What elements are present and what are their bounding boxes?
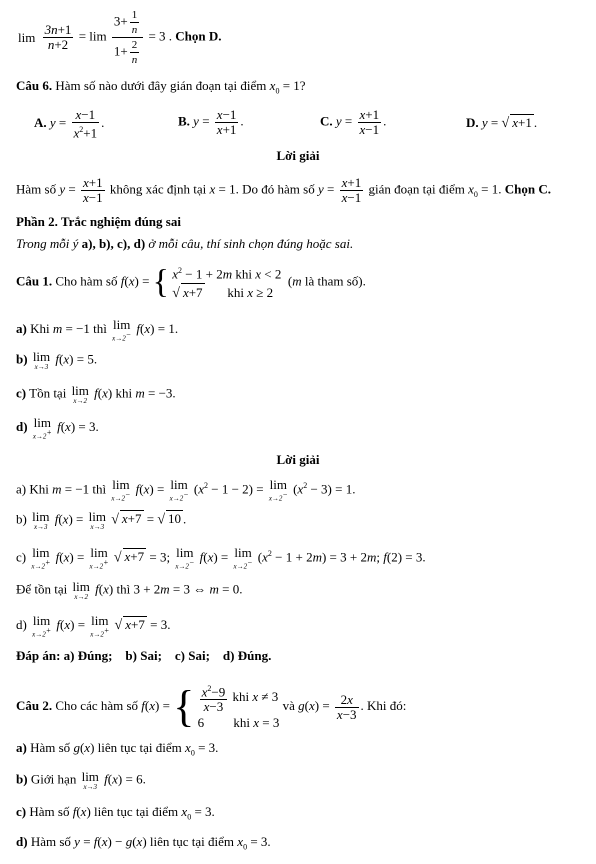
- question-1-b: b) lim x→3 f(x) = 5.: [16, 349, 98, 371]
- solution-heading-2: Lời giải: [276, 452, 320, 467]
- solution-1-c: c) lim x→2+ f(x) = lim x→2+ √ x+7 = 3; lim x→2− f(x) = lim x→2− $(x^2 - 1 + 2m) = 3 + 2m$; f(2) = 3.: [16, 545, 426, 571]
- answer-label: Chọn D.: [175, 28, 222, 44]
- question-2-b: b) Giới hạn lim x→3 f(x) = 6.: [16, 769, 146, 791]
- question-1-d: d) lim x→2+ f(x) = 3.: [16, 415, 99, 441]
- solution-heading: Lời giải: [276, 148, 320, 163]
- question-text: Hàm số nào dưới đây gián đoạn tại điểm: [55, 78, 267, 93]
- question-label: Câu 6.: [16, 78, 53, 93]
- solution-1-d: d) lim x→2+ f(x) = lim x→2+ √ x+7 = 3.: [16, 613, 171, 639]
- question-1: Câu 1. Cho hàm số f(x) = { $x^2 - 1 + 2m$ khi x < 2 √ x+7 khi x ≥ 2 (m là tham số).: [16, 263, 366, 302]
- option-c: C. y = $\frac{x+1}{x-1}$ .: [320, 107, 387, 137]
- question-2-d: d) Hàm số y = f(x) − g(x) liên tục tại điểm $x_0 = 3$.: [16, 834, 271, 852]
- option-d: D. y = √ x+1 .: [466, 115, 538, 131]
- solution-1-b: b) lim x→3 f(x) = lim x→3 √ x+7 = √ 10 .: [16, 509, 187, 531]
- question-2-c: c) Hàm số f(x) liên tục tại điểm $x_0 = 3$.: [16, 804, 215, 822]
- answer-summary: Đáp án: a) Đúng; b) Sai; c) Sai; d) Đúng.: [16, 648, 272, 663]
- question-6: Câu 6. Hàm số nào dưới đây gián đoạn tại điểm $x_0 = 1$?: [16, 78, 306, 96]
- solution-1-a: a) Khi m = −1 thì lim x→2− f(x) = lim x→2− $(x^2 - 1 - 2) = \lim$ x→2− $(x^2 - 3) = 1$.: [16, 477, 356, 503]
- section-instructions: Trong mỗi ý a), b), c), d) ở mỗi câu, thí sinh chọn đúng hoặc sai.: [16, 236, 354, 251]
- option-b: B. y = $\frac{x-1}{x+1}$ .: [178, 107, 244, 137]
- solution-1-c2: Để tồn tại lim x→2 f(x) thì 3 + 2m = 3 ⇔ m = 0.: [16, 579, 243, 601]
- question-2: Câu 2. Cho các hàm số f(x) = { $\frac{x^2-9}{x-3}$ khi x ≠ 3 6 khi x = 3 và g(x) = $\frac{2x}{x-3}$ . Khi đó:: [16, 682, 407, 732]
- section-title: Phần 2. Trắc nghiệm đúng sai: [16, 214, 181, 229]
- limit-equation: lim $\frac{3n+1}{n+2}$ = lim 3+ $\frac{1}{n}$ 1+ $\frac{2}{n}$ = 3 . Chọn D.: [18, 9, 222, 66]
- option-a: A. y = $\frac{x-1}{x^2+1}$ .: [34, 107, 105, 141]
- question-1-a: a) Khi m = −1 thì lim x→2− f(x) = 1.: [16, 317, 179, 343]
- question-2-a: a) Hàm số g(x) liên tục tại điểm $x_0 = 3$.: [16, 740, 219, 758]
- solution-6: Hàm số y = $\frac{x+1}{x-1}$ không xác định tại x = 1. Do đó hàm số y = $\frac{x+1}{x-1}$ gián đoạn tại điểm $x_0 = 1$. Chọn C.: [16, 175, 551, 205]
- question-1-c: c) Tồn tại lim x→2 f(x) khi m = −3.: [16, 383, 176, 405]
